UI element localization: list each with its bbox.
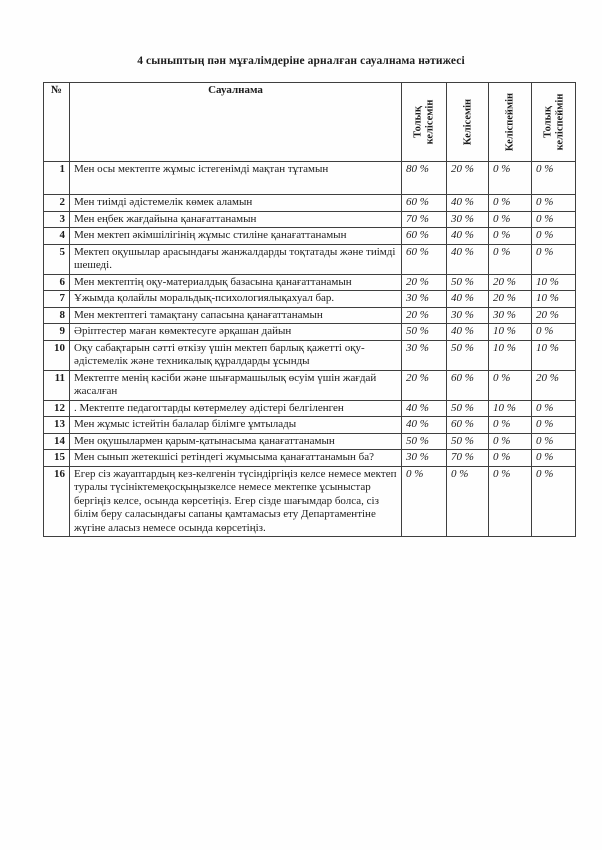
percent-value: 20 % <box>402 274 447 291</box>
row-number: 12 <box>44 400 70 417</box>
question-text: Мен жұмыс істейтін балалар білімге ұмтылады <box>70 417 402 434</box>
row-number: 1 <box>44 162 70 195</box>
percent-value: 50 % <box>447 433 489 450</box>
percent-value: 0 % <box>489 228 532 245</box>
rotated-header-label: Толық келіспеймін <box>542 93 565 151</box>
percent-value: 0 % <box>489 162 532 195</box>
column-header-question: Сауалнама <box>70 83 402 162</box>
question-text: Мен мектептің оқу-материалдық базасына қанағаттанамын <box>70 274 402 291</box>
question-text: Мектепте менің кәсіби және шығармашылық өсуім үшін жағдай жасалған <box>70 370 402 400</box>
percent-value: 0 % <box>532 195 576 212</box>
question-text: Мен мектеп әкімшілігінің жұмыс стиліне қанағаттанамын <box>70 228 402 245</box>
table-row <box>44 307 576 324</box>
percent-value: 0 % <box>489 433 532 450</box>
percent-value: 0 % <box>532 228 576 245</box>
percent-value: 20 % <box>532 370 576 400</box>
question-text: Мен сынып жетекшісі ретіндегі жұмысыма қанағаттанамын ба? <box>70 450 402 467</box>
percent-value: 40 % <box>402 400 447 417</box>
row-number: 2 <box>44 195 70 212</box>
percent-value: 30 % <box>447 307 489 324</box>
percent-value: 0 % <box>532 417 576 434</box>
question-text: Мен еңбек жағдайына қанағаттанамын <box>70 211 402 228</box>
percent-value: 60 % <box>402 244 447 274</box>
percent-value: 70 % <box>402 211 447 228</box>
table-row <box>44 433 576 450</box>
table-row <box>44 291 576 308</box>
survey-results-table <box>43 82 576 537</box>
percent-value: 10 % <box>489 400 532 417</box>
table-header <box>44 83 576 162</box>
percent-value: 50 % <box>402 433 447 450</box>
percent-value: 40 % <box>402 417 447 434</box>
question-text: Мен тиімді әдістемелік көмек аламын <box>70 195 402 212</box>
percent-value: 70 % <box>447 450 489 467</box>
percent-value: 0 % <box>532 324 576 341</box>
table-row <box>44 274 576 291</box>
row-number: 8 <box>44 307 70 324</box>
percent-value: 0 % <box>532 433 576 450</box>
rotated-header-label: Келісемін <box>461 98 473 146</box>
table-row <box>44 417 576 434</box>
percent-value: 60 % <box>447 370 489 400</box>
row-number: 4 <box>44 228 70 245</box>
table-row <box>44 195 576 212</box>
header-row <box>44 83 576 162</box>
percent-value: 30 % <box>402 291 447 308</box>
percent-value: 60 % <box>447 417 489 434</box>
row-number: 15 <box>44 450 70 467</box>
percent-value: 0 % <box>489 370 532 400</box>
table-row <box>44 450 576 467</box>
row-number: 6 <box>44 274 70 291</box>
percent-value: 10 % <box>532 340 576 370</box>
row-number: 9 <box>44 324 70 341</box>
results-table-body <box>44 162 576 537</box>
column-header-fully-disagree <box>532 83 576 162</box>
percent-value: 50 % <box>402 324 447 341</box>
rotated-header-label: Толық келісемін <box>412 99 435 145</box>
percent-value: 0 % <box>532 162 576 195</box>
table-row <box>44 211 576 228</box>
percent-value: 20 % <box>402 370 447 400</box>
table-row <box>44 400 576 417</box>
row-number: 5 <box>44 244 70 274</box>
row-number: 3 <box>44 211 70 228</box>
percent-value: 60 % <box>402 228 447 245</box>
percent-value: 40 % <box>447 195 489 212</box>
percent-value: 30 % <box>489 307 532 324</box>
percent-value: 30 % <box>402 340 447 370</box>
question-text: Әріптестер маған көмектесуге әрқашан дайын <box>70 324 402 341</box>
percent-value: 0 % <box>489 211 532 228</box>
percent-value: 0 % <box>489 417 532 434</box>
column-header-disagree <box>489 83 532 162</box>
question-text: . Мектепте педагогтарды көтермелеу әдістері белгіленген <box>70 400 402 417</box>
row-number: 16 <box>44 466 70 537</box>
percent-value: 0 % <box>532 244 576 274</box>
question-text: Мен мектептегі тамақтану сапасына қанағаттанамын <box>70 307 402 324</box>
percent-value: 0 % <box>402 466 447 537</box>
percent-value: 0 % <box>532 466 576 537</box>
percent-value: 60 % <box>402 195 447 212</box>
percent-value: 0 % <box>489 466 532 537</box>
percent-value: 0 % <box>489 195 532 212</box>
percent-value: 20 % <box>447 162 489 195</box>
question-text: Мектеп оқушылар арасындағы жанжалдарды тоқтатады және тиімді шешеді. <box>70 244 402 274</box>
percent-value: 10 % <box>489 324 532 341</box>
table-row <box>44 244 576 274</box>
percent-value: 10 % <box>532 274 576 291</box>
row-number: 14 <box>44 433 70 450</box>
column-header-agree <box>447 83 489 162</box>
percent-value: 20 % <box>489 274 532 291</box>
table-row <box>44 340 576 370</box>
percent-value: 30 % <box>402 450 447 467</box>
percent-value: 0 % <box>532 211 576 228</box>
percent-value: 0 % <box>489 450 532 467</box>
percent-value: 20 % <box>402 307 447 324</box>
table-row <box>44 228 576 245</box>
percent-value: 0 % <box>489 244 532 274</box>
row-number: 10 <box>44 340 70 370</box>
percent-value: 20 % <box>532 307 576 324</box>
percent-value: 80 % <box>402 162 447 195</box>
column-header-fully-agree <box>402 83 447 162</box>
table-row <box>44 162 576 195</box>
percent-value: 40 % <box>447 244 489 274</box>
percent-value: 50 % <box>447 274 489 291</box>
rotated-header-label: Келіспеймін <box>504 92 516 152</box>
percent-value: 40 % <box>447 291 489 308</box>
percent-value: 30 % <box>447 211 489 228</box>
percent-value: 0 % <box>532 450 576 467</box>
column-header-number: № <box>44 83 70 162</box>
table-row <box>44 466 576 537</box>
question-text: Егер сіз жауаптардың кез-келгенін түсіндіргіңіз келсе немесе мектеп туралы түсініктемеқосқыңызкелсе немесе мектепке ұсыныстар бергіңіз келсе, осында көрсетіңіз. Егер сізде шағымдар болса, сіз білім беру саласындағы сапаны қамтамасыз ету Департаментіне жүгіне аласыз немесе осында көрсетіңіз. <box>70 466 402 537</box>
question-text: Мен оқушылармен қарым-қатынасыма қанағаттанамын <box>70 433 402 450</box>
row-number: 13 <box>44 417 70 434</box>
percent-value: 40 % <box>447 324 489 341</box>
percent-value: 50 % <box>447 400 489 417</box>
page-title: 4 сыныптың пән мұғалімдеріне арналған сауалнама нәтижесі <box>137 55 465 67</box>
percent-value: 0 % <box>447 466 489 537</box>
table-row <box>44 324 576 341</box>
percent-value: 0 % <box>532 400 576 417</box>
percent-value: 40 % <box>447 228 489 245</box>
percent-value: 20 % <box>489 291 532 308</box>
percent-value: 10 % <box>532 291 576 308</box>
question-text: Мен осы мектепте жұмыс істегенімді мақтан тұтамын <box>70 162 402 195</box>
row-number: 7 <box>44 291 70 308</box>
question-text: Ұжымда қолайлы моральдық-психологиялықахуал бар. <box>70 291 402 308</box>
percent-value: 50 % <box>447 340 489 370</box>
table-row <box>44 370 576 400</box>
percent-value: 10 % <box>489 340 532 370</box>
row-number: 11 <box>44 370 70 400</box>
question-text: Оқу сабақтарын сәтті өткізу үшін мектеп барлық қажетті оқу-әдістемелік және техникалық құралдарды ұсынды <box>70 340 402 370</box>
